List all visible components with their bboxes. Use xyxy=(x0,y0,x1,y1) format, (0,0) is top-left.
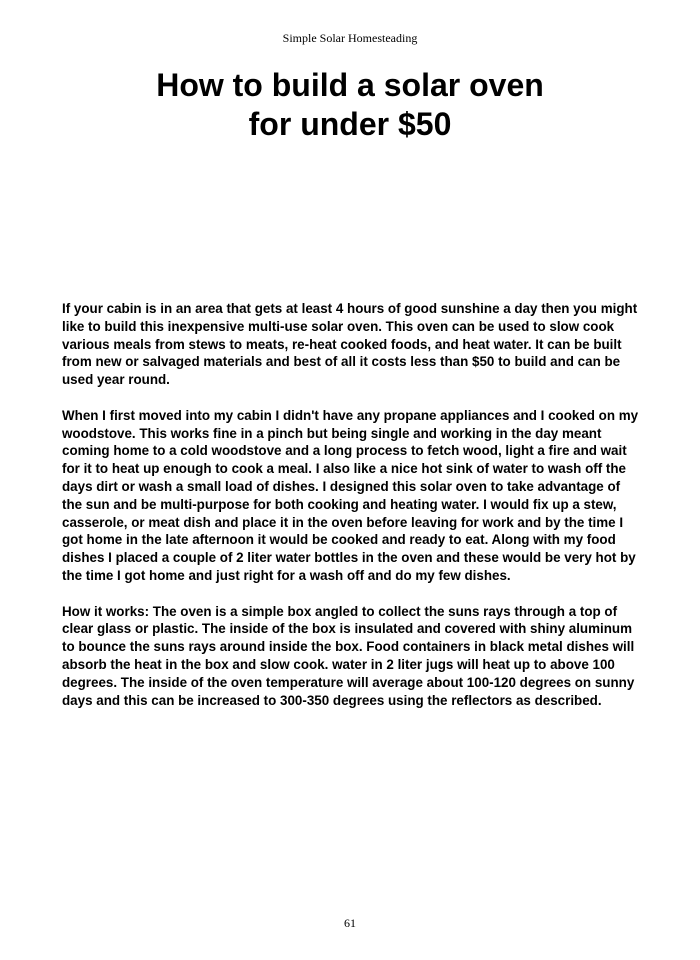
page-title xyxy=(0,66,700,144)
title-line-1: How to build a solar oven xyxy=(156,67,544,103)
running-header: Simple Solar Homesteading xyxy=(282,31,418,45)
page-number: 61 xyxy=(344,916,356,930)
paragraph-intro: If your cabin is in an area that gets at least 4 hours of good sunshine a day then you might like to build this inexpensive multi-use solar oven. This oven can be used to slow cook various meals from stews to meats, re-heat cooked foods, and heat water. It can be built from new or salvaged materials and best of all it costs less than $50 to build and can be used year round. xyxy=(62,301,638,388)
paragraph-how-it-works: How it works: The oven is a simple box angled to collect the suns rays through a top of clear glass or plastic. The inside of the box is insulated and covered with shiny aluminum to bounce the suns rays around inside the box. Food containers in black metal dishes will absorb the heat in the box and slow cook. water in 2 liter jugs will heat up to above 100 degrees. The inside of the oven temperature will average about 100-120 degrees on sunny days and this can be increased to 300-350 degrees using the reflectors as described. xyxy=(62,603,635,708)
title-line-2: for under $50 xyxy=(248,106,452,142)
paragraph-story: When I first moved into my cabin I didn't have any propane appliances and I cooked on my woodstove. This works fine in a pinch but being single and working in the day meant coming home to a cold woodstove and a long process to fetch wood, light a fire and wait for it to heat up enough to cook a meal. I also like a nice hot sink of water to wash off the days dirt or wash a small load of dishes. I designed this solar oven to take advantage of the sun and be multi-purpose for both cooking and heating water. I would fix up a stew, casserole, or meat dish and place it in the oven before leaving for work and by the time I got home in the late afternoon it would be cooked and ready to eat. Along with my food dishes I placed a couple of 2 liter water bottles in the oven and these would be very hot by the time I got home and just right for a wash off and do my few dishes. xyxy=(62,407,639,583)
body-text xyxy=(62,300,642,727)
